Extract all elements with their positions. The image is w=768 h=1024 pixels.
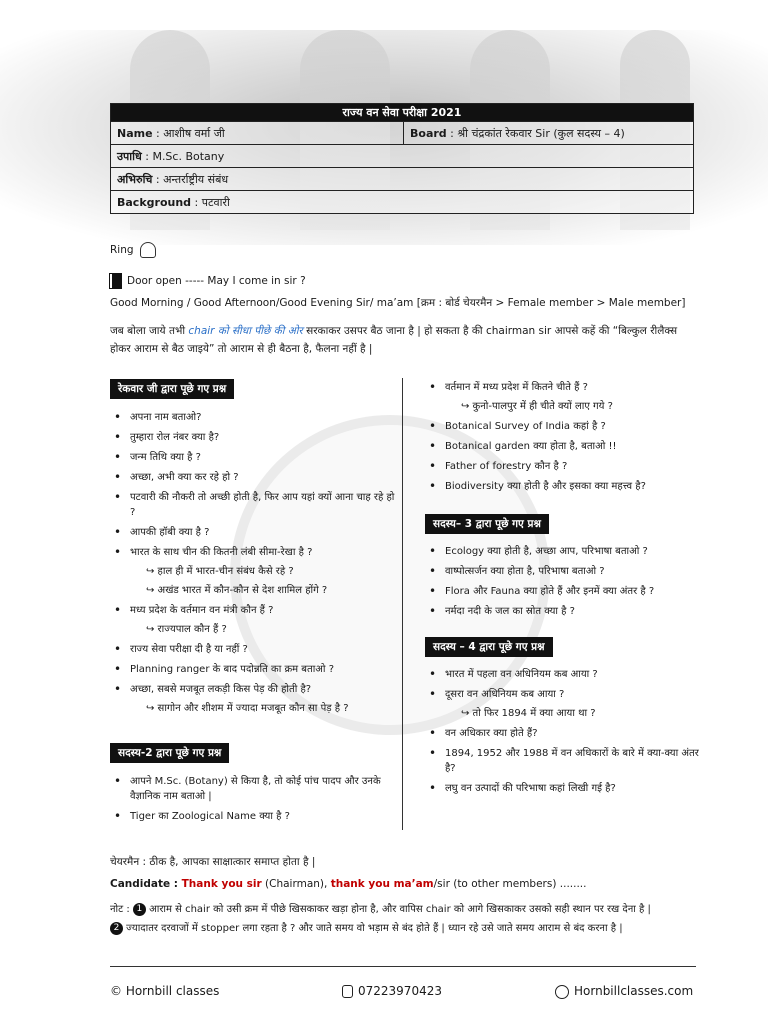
note-1: नोट : 1 आराम से chair को उसी क्रम में पीछे खिसकाकर खड़ा होना है, और वापिस chair को आगे खिसकाकर उसको सही स्थान पर रख देना है | [110,903,651,915]
list-item: • अच्छा, सबसे मजबूत लकड़ी किस पेड़ की होती है? ↪ सागोन और शीशम में ज्यादा मजबूत कौन सा पेड़ है ? [110,682,395,716]
ring-line: Ring [110,242,156,258]
list-item: • दूसरा वन अधिनियम कब आया ? ↪ तो फिर 1894 में क्या आया था ? [425,687,700,721]
footer-phone: 07223970423 [342,984,442,998]
list-item: • वर्तमान में मध्य प्रदेश में कितने चीते हैं ? ↪ कुनो-पालपुर में ही चीते क्यों लाए गये ? [425,380,700,414]
list-item: • Ecology क्या होती है, अच्छा आप, परिभाषा बताओ ? [425,544,700,559]
section-heading-member-2: सदस्य-2 द्वारा पूछे गए प्रश्न [110,743,229,763]
section-heading-member-3: सदस्य– 3 द्वारा पूछे गए प्रश्न [425,514,549,534]
number-badge: 2 [110,922,123,935]
sub-question: ↪ कुनो-पालपुर में ही चीते क्यों लाए गये ? [461,401,613,412]
list-item: • पटवारी की नौकरी तो अच्छी होती है, फिर आप यहां क्यों आना चाह रहे हो ? [110,490,395,520]
section-heading-chairman: रेकवार जी द्वारा पूछे गए प्रश्न [110,379,234,399]
list-item: • वन अधिकार क्या होते हैं? [425,726,700,741]
list-item: • Planning ranger के बाद पदोन्नति का क्रम बताओ ? [110,662,395,677]
list-item: • वाष्पोत्सर्जन क्या होता है, परिभाषा बताओ ? [425,564,700,579]
question-list-member-3 [425,544,700,624]
list-item: • तुम्हारा रोल नंबर क्या है? [110,430,395,445]
list-item: • Botanical Survey of India कहां है ? [425,419,700,434]
sub-question: ↪ अखंड भारत में कौन-कौन से देश शामिल होंगे ? [146,585,328,596]
intro-paragraph: जब बोला जाये तभी chair को सीधा पीछे की ओर सरकाकर उसपर बैठ जाना है | हो सकता है की chairman sir आपसे कहें की “बिल्कुल रीलैक्स होकर आराम से बैठ जाइये” तो आराम से ही बैठना है, फैलना नहीं है | [110,325,678,355]
list-item: • लघु वन उत्पादों की परिभाषा कहां लिखी गई है? [425,781,700,796]
greeting-line: Good Morning / Good Afternoon/Good Evening Sir/ ma’am [क्रम : बोर्ड चेयरमैन > Female member > Male member] [110,297,686,309]
bell-icon [140,242,156,258]
list-item: • Botanical garden क्या होता है, बताओ !! [425,439,700,454]
list-item: • भारत में पहला वन अधिनियम कब आया ? [425,667,700,682]
footer-website[interactable]: Hornbillclasses.com [555,984,693,999]
section-heading-member-4: सदस्य – 4 द्वारा पूछे गए प्रश्न [425,637,553,657]
sub-question: ↪ सागोन और शीशम में ज्यादा मजबूत कौन सा पेड़ है ? [146,703,349,714]
globe-icon [555,985,569,999]
list-item: • Tiger का Zoological Name क्या है ? [110,809,395,824]
list-item: • Father of forestry कौन है ? [425,459,700,474]
chairman-closing: चेयरमैन : ठीक है, आपका साक्षात्कार समाप्त होता है | [110,856,316,868]
list-item: • भारत के साथ चीन की कितनी लंबी सीमा-रेखा है ? ↪ हाल ही में भारत-चीन संबंध कैसे रहे ? ↪ अखंड भारत में कौन-कौन से देश शामिल होंगे ? [110,545,395,598]
column-divider [402,378,403,830]
list-item: • आपने M.Sc. (Botany) से किया है, तो कोई पांच पादप और उनके वैज्ञानिक नाम बताओ | [110,774,395,804]
list-item: • नर्मदा नदी के जल का स्रोत क्या है ? [425,604,700,619]
interest-cell: अभिरुचि : अन्तर्राष्ट्रीय संबंध [111,168,694,191]
candidate-closing: Candidate : Thank you sir (Chairman), thank you ma’am/sir (to other members) ........ [110,878,587,890]
door-line: Door open ----- May I come in sir ? [110,274,306,289]
list-item: • Biodiversity क्या होती है और इसका क्या महत्त्व है? [425,479,700,494]
candidate-info-table [110,103,694,214]
name-cell: Name : आशीष वर्मा जी [111,122,404,145]
note-2: 2 ज्यादातर दरवाजों में stopper लगा रहता है ? और जाते समय वो भड़ाम से बंद होते हैं | ध्यान रहे उसे जाते समय आराम से बंद करना है | [110,921,710,936]
list-item: • राज्य सेवा परीक्षा दी है या नहीं ? [110,642,395,657]
list-item: • मध्य प्रदेश के वर्तमान वन मंत्री कौन हैं ? ↪ राज्यपाल कौन हैं ? [110,603,395,637]
door-icon [110,274,121,288]
degree-cell: उपाधि : M.Sc. Botany [111,145,694,168]
question-list-chairman-cont [425,380,700,499]
background-cell: Background : पटवारी [111,191,694,214]
sub-question: ↪ तो फिर 1894 में क्या आया था ? [461,708,596,719]
question-list-member-2 [110,774,395,829]
question-list-member-4 [425,667,700,801]
footer-brand: © Hornbill classes [110,984,220,998]
board-cell: Board : श्री चंद्रकांत रेकवार Sir (कुल सदस्य – 4) [404,122,694,145]
sub-question: ↪ हाल ही में भारत-चीन संबंध कैसे रहे ? [146,566,294,577]
list-item: • अच्छा, अभी क्या कर रहे हो ? [110,470,395,485]
list-item: • जन्म तिथि क्या है ? [110,450,395,465]
phone-icon [342,985,353,998]
list-item: • आपकी हॉबी क्या है ? [110,525,395,540]
sub-question: ↪ राज्यपाल कौन हैं ? [146,624,227,635]
number-badge: 1 [133,903,146,916]
list-item: • 1894, 1952 और 1988 में वन अधिकारों के बारे में क्या-क्या अंतर है? [425,746,700,776]
question-list-chairman [110,410,395,721]
footer-divider [110,966,696,967]
list-item: • अपना नाम बताओ? [110,410,395,425]
exam-title: राज्य वन सेवा परीक्षा 2021 [111,104,694,122]
list-item: • Flora और Fauna क्या होते हैं और इनमें क्या अंतर है ? [425,584,700,599]
